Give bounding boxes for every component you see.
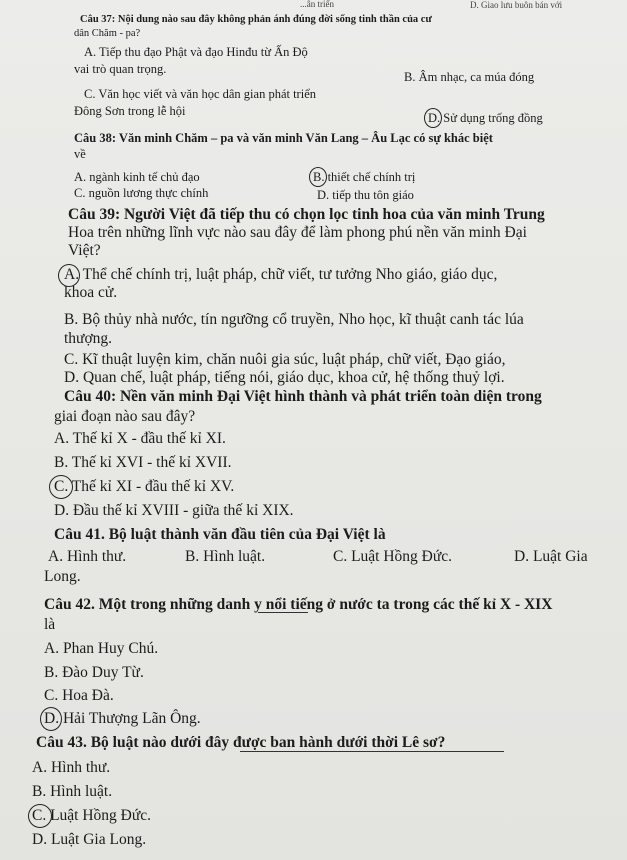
q39-stem-line1: Câu 39: Người Việt đã tiếp thu có chọn lọc tinh hoa của văn minh Trung — [68, 206, 545, 223]
q39-option-b-line2: thượng. — [64, 330, 113, 347]
q40-option-c: C. Thế kỉ XI - đầu thế kỉ XV. — [54, 478, 235, 495]
q42-option-d: D. Hải Thượng Lãn Ông. — [44, 710, 201, 727]
q43-option-b: B. Hình luật. — [32, 783, 113, 800]
q38-option-b: B. thiết chế chính trị — [313, 170, 416, 184]
q43-answer-circle — [28, 804, 52, 828]
q39-option-d: D. Quan chế, luật pháp, tiếng nói, giáo dục, khoa cử, hệ thống thuỷ lợi. — [64, 369, 505, 386]
q42-option-a: A. Phan Huy Chú. — [44, 640, 159, 657]
q41-option-d-line1: D. Luật Gia — [514, 548, 588, 565]
q41-option-b: B. Hình luật. — [185, 548, 266, 565]
q39-option-b-line1: B. Bộ thủy nhà nước, tín ngưỡng cổ truyền, Nho học, kĩ thuật canh tác lúa — [64, 311, 524, 328]
q38-option-c: C. nguồn lương thực chính — [74, 186, 209, 200]
header-fragment: ...ân triển — [300, 0, 334, 9]
q40-option-a: A. Thế kỉ X - đầu thế kỉ XI. — [54, 430, 226, 447]
q39-stem-line2: Hoa trên những lĩnh vực nào sau đây để làm phong phú nền văn minh Đại — [68, 224, 527, 241]
q42-stem-line1: Câu 42. Một trong những danh y nổi tiếng ở nước ta trong các thế kỉ X - XIX — [44, 596, 553, 613]
q42-option-c: C. Hoa Đà. — [44, 687, 114, 704]
q39-stem-line3: Việt? — [68, 242, 101, 259]
q41-option-d-line2: Long. — [44, 568, 81, 585]
q42-stem-line2: là — [44, 616, 56, 633]
q39-option-a-line2: khoa cử. — [64, 284, 118, 301]
q37-option-c-line1: C. Văn học viết và văn học dân gian phát triển — [84, 87, 316, 101]
q39-option-c: C. Kĩ thuật luyện kim, chăn nuôi gia súc, luật pháp, chữ viết, Đạo giáo, — [64, 351, 506, 368]
q39-option-a-line1: A. Thể chế chính trị, luật pháp, chữ viết, tư tưởng Nho giáo, giáo dục, — [64, 266, 498, 283]
q37-option-b: B. Âm nhạc, ca múa đóng — [404, 70, 535, 84]
q43-option-d: D. Luật Gia Long. — [32, 831, 147, 848]
q40-option-d: D. Đầu thế kỉ XVIII - giữa thế kỉ XIX. — [54, 502, 294, 519]
q42-underline — [258, 612, 308, 613]
q40-answer-circle — [49, 475, 73, 499]
q43-option-c: C. Luật Hồng Đức. — [32, 807, 152, 824]
q40-stem-line2: giai đoạn nào sau đây? — [54, 408, 196, 425]
q41-option-c: C. Luật Hồng Đức. — [333, 548, 453, 565]
q37-option-c-line2: Đông Sơn trong lễ hội — [74, 104, 186, 118]
q40-option-b: B. Thế kỉ XVI - thế kỉ XVII. — [54, 454, 232, 471]
q38-stem-line2: về — [74, 147, 86, 161]
q41-option-a: A. Hình thư. — [48, 548, 127, 565]
q43-stem: Câu 43. Bộ luật nào dưới đây được ban hành dưới thời Lê sơ? — [36, 734, 446, 751]
q42-option-b: B. Đào Duy Từ. — [44, 664, 144, 681]
q40-stem-line1: Câu 40: Nền văn minh Đại Việt hình thành và phát triển toàn diện trong — [64, 388, 542, 405]
q37-option-d: D. Sử dụng trống đồng — [428, 111, 543, 125]
q38-option-d: D. tiếp thu tôn giáo — [317, 188, 414, 202]
q37-answer-circle — [424, 108, 442, 128]
q37-stem-line2: dân Chăm - pa? — [74, 28, 141, 39]
q38-option-a: A. ngành kinh tế chủ đạo — [74, 170, 200, 184]
q37-option-a-line2: vai trò quan trọng. — [74, 62, 167, 76]
q42-answer-circle — [40, 707, 62, 731]
header-right-text: D. Giao lưu buôn bán với — [470, 0, 563, 10]
q38-stem-line1: Câu 38: Văn minh Chăm – pa và văn minh Văn Lang – Âu Lạc có sự khác biệt — [74, 131, 493, 145]
q37-option-a-line1: A. Tiếp thu đạo Phật và đạo Hinđu từ Ấn Độ — [84, 45, 308, 59]
q38-answer-circle — [309, 167, 327, 187]
q37-stem-line1: Câu 37: Nội dung nào sau đây không phản ánh đúng đời sống tinh thần của cư — [80, 14, 432, 25]
q43-underline — [240, 751, 504, 752]
q41-stem: Câu 41. Bộ luật thành văn đầu tiên của Đại Việt là — [54, 526, 386, 543]
q43-option-a: A. Hình thư. — [32, 759, 111, 776]
